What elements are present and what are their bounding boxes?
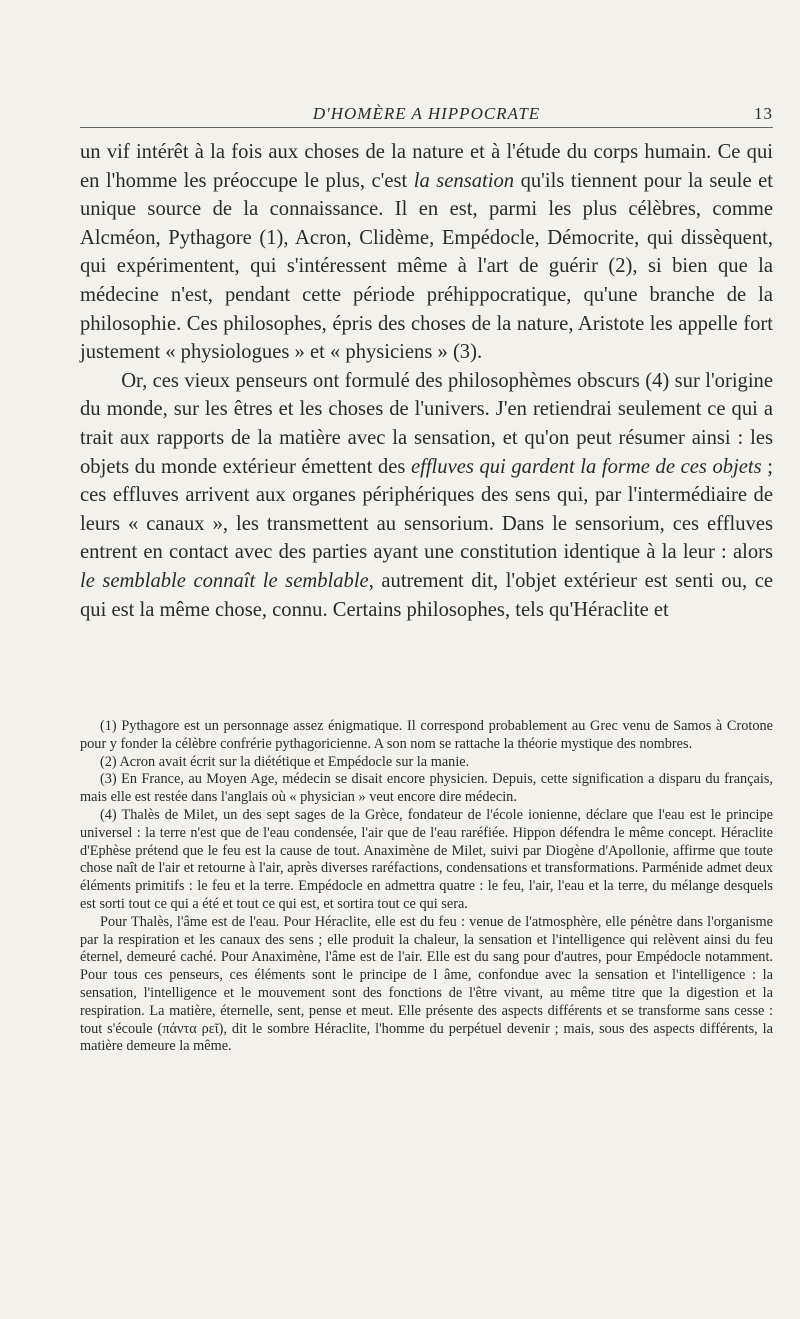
footnote-4: (4) Thalès de Milet, un des sept sages de la Grèce, fondateur de l'école ionienne, déclare que l'eau est le principe universel : la terre n'est que de l'eau condensée, l'air que de l'eau raréfiée. Hippon défendra le même concept. Héraclite d'Ephèse prétend que le feu est la cause de tout. Anaximène de Milet, suivi par Diogène d'Apollonie, affirme que toute chose naît de l'air et retourne à l'air, après diverses raréfactions, condensations et transformations. Parménide admet deux éléments primitifs : le feu et la terre. Empédocle en admettra quatre : le feu, l'air, l'eau et la terre, du mélange desquels est sorti tout ce qui a été et tout ce qui est, et sortira tout ce qui sera. bbox=[80, 806, 773, 912]
footnote-3: (3) En France, au Moyen Age, médecin se disait encore physicien. Depuis, cette signification a disparu du français, mais elle est restée dans l'anglais où « physician » veut encore dire médecin. bbox=[80, 771, 773, 806]
footnote-2: (2) Acron avait écrit sur la diététique et Empédocle sur la manie. bbox=[100, 753, 470, 770]
header-rule bbox=[80, 127, 773, 128]
emphasis-effluves: effluves qui gardent la forme de ces objets bbox=[410, 455, 762, 478]
running-title: D'HOMÈRE A HIPPOCRATE bbox=[312, 104, 541, 123]
main-text bbox=[80, 138, 773, 624]
emphasis-sensation: la sensation bbox=[413, 169, 515, 192]
running-head bbox=[80, 104, 773, 128]
paragraph-2: Or, ces vieux penseurs ont formulé des philosophèmes obscurs (4) sur l'origine du monde, sur les êtres et les choses de l'univers. J'en retiendrai seulement ce qui a trait aux rapports de la matière avec la sensation, et qu'on peut résumer ainsi : les objets du monde extérieur émettent des effluves qui gardent la forme de ces objets ; ces effluves arrivent aux organes périphériques des sens qui, par l'intermédiaire de leurs « canaux », les transmettent au sensorium. Dans le sensorium, ces effluves entrent en contact avec des parties ayant une constitution identique à la leur : alors le semblable connaît le semblable, autrement dit, l'objet extérieur est senti ou, ce qui est la même chose, connu. Certains philosophes, tels qu'Héraclite et bbox=[80, 369, 774, 621]
footnotes bbox=[80, 718, 773, 1056]
footnote-4-continued: Pour Thalès, l'âme est de l'eau. Pour Héraclite, elle est du feu : venue de l'atmosphère, elle pénètre dans l'organisme par la respiration et les canaux des sens ; elle produit la chaleur, la sensation et l'intelligence qui relèvent ainsi du feu éternel, demeuré caché. Pour Anaximène, l'âme est de l'air. Elle est du sang pour d'autres, pour Empédocle notamment. Pour tous ces penseurs, ces éléments sont le principe de l âme, confondue avec la sensation et l'intelligence : la sensation, l'intelligence et le mouvement sont des fonctions de l'être vivant, au même titre que la digestion et la respiration. La matière, éternelle, sent, pense et meut. Elle présente des aspects différents et se transforme sans cesse : tout s'écoule (πάντα ρεῖ), dit le sombre Héraclite, l'homme du perpétuel devenir ; mais, sous des aspects différents, la matière demeure la même. bbox=[80, 913, 773, 1055]
page-number: 13 bbox=[754, 104, 773, 123]
footnote-1: (1) Pythagore est un personnage assez énigmatique. Il correspond probablement au Grec venu de Samos à Crotone pour y fonder la célèbre confrérie pythagoricienne. A son nom se rattache la théorie mystique des nombres. bbox=[80, 718, 773, 752]
paragraph-1: un vif intérêt à la fois aux choses de la nature et à l'étude du corps humain. Ce qui en l'homme les préoccupe le plus, c'est la sensation qu'ils tiennent pour la seule et unique source de la connaissance. Il en est, parmi les plus célèbres, comme Alcméon, Pythagore (1), Acron, Clidème, Empédocle, Démocrite, qui dissèquent, qui expérimentent, qui s'intéressent même à l'art de guérir (2), si bien que la médecine n'est, pendant cette période préhippocratique, qu'une branche de la philosophie. Ces philosophes, épris des choses de la nature, Aristote les appelle fort justement « physiologues » et « physiciens » (3). bbox=[80, 141, 774, 364]
emphasis-semblable: le semblable connaît le semblable bbox=[80, 569, 369, 592]
